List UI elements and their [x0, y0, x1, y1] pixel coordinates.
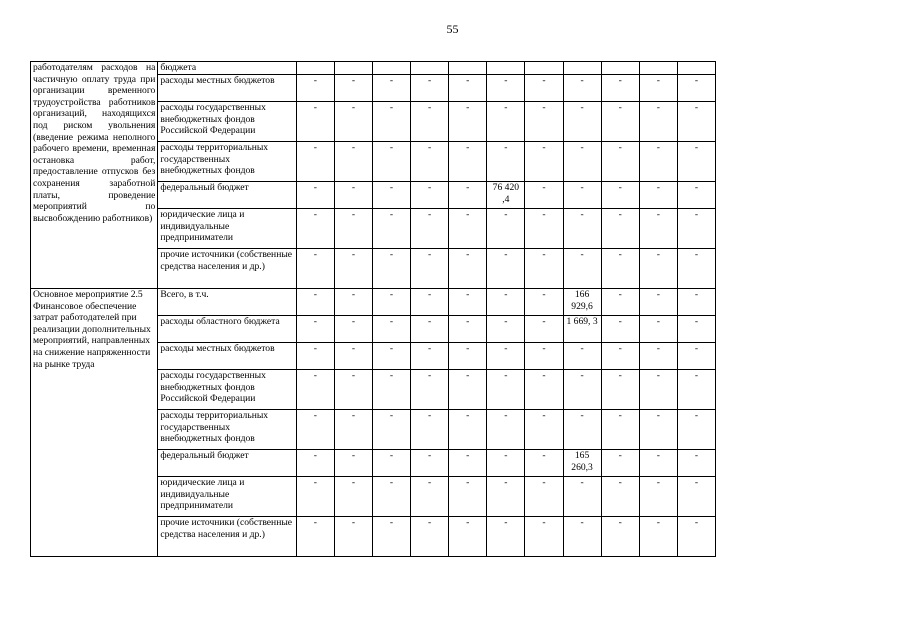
funding-source-cell: юридические лица и индивидуальные предприниматели [158, 477, 296, 517]
value-cell: - [334, 450, 372, 477]
funding-source-cell: федеральный бюджет [158, 182, 296, 209]
value-cell: - [639, 249, 677, 289]
value-cell: - [639, 289, 677, 316]
value-cell: - [563, 410, 601, 450]
value-cell: - [601, 517, 639, 557]
value-cell: - [639, 75, 677, 102]
value-cell: - [372, 249, 410, 289]
value-cell: - [487, 517, 525, 557]
value-cell: - [296, 209, 334, 249]
value-cell: - [677, 289, 715, 316]
value-cell: - [411, 316, 449, 343]
funding-source-cell: бюджета [158, 62, 296, 75]
value-cell: 166 929,6 [563, 289, 601, 316]
value-cell: - [449, 370, 487, 410]
value-cell: - [411, 182, 449, 209]
empty-cell [334, 62, 372, 75]
value-cell: - [525, 209, 563, 249]
value-cell: - [525, 142, 563, 182]
value-cell: - [601, 410, 639, 450]
value-cell: - [449, 182, 487, 209]
value-cell: - [601, 477, 639, 517]
value-cell: - [563, 249, 601, 289]
funding-source-cell: расходы государственных внебюджетных фондов Российской Федерации [158, 102, 296, 142]
value-cell: - [639, 410, 677, 450]
budget-table [30, 61, 716, 557]
value-cell: - [639, 343, 677, 370]
empty-cell [639, 62, 677, 75]
value-cell: - [487, 102, 525, 142]
value-cell: - [487, 75, 525, 102]
value-cell: - [296, 316, 334, 343]
value-cell: - [487, 289, 525, 316]
value-cell: - [639, 182, 677, 209]
value-cell: - [639, 316, 677, 343]
value-cell: - [296, 102, 334, 142]
measure-description-cell [31, 62, 158, 289]
value-cell: - [677, 182, 715, 209]
funding-source-cell: юридические лица и индивидуальные предприниматели [158, 209, 296, 249]
value-cell: - [487, 343, 525, 370]
empty-cell [487, 62, 525, 75]
value-cell: - [372, 75, 410, 102]
funding-source-cell: Всего, в т.ч. [158, 289, 296, 316]
value-cell: - [449, 102, 487, 142]
value-cell: - [296, 517, 334, 557]
funding-source-cell: прочие источники (собственные средства населения и др.) [158, 517, 296, 557]
value-cell: - [525, 370, 563, 410]
value-cell: - [601, 289, 639, 316]
value-cell: - [296, 477, 334, 517]
value-cell: - [334, 517, 372, 557]
value-cell: - [334, 142, 372, 182]
value-cell: - [334, 343, 372, 370]
value-cell: - [677, 249, 715, 289]
value-cell: - [372, 450, 410, 477]
value-cell: - [296, 450, 334, 477]
value-cell: - [296, 75, 334, 102]
value-cell: - [639, 142, 677, 182]
value-cell: - [296, 370, 334, 410]
empty-cell [677, 62, 715, 75]
value-cell: - [639, 209, 677, 249]
value-cell: - [411, 343, 449, 370]
funding-source-cell: прочие источники (собственные средства населения и др.) [158, 249, 296, 289]
value-cell: 76 420 ,4 [487, 182, 525, 209]
value-cell: - [677, 316, 715, 343]
value-cell: - [601, 209, 639, 249]
value-cell: - [677, 75, 715, 102]
value-cell: - [372, 410, 410, 450]
value-cell: - [563, 142, 601, 182]
empty-cell [296, 62, 334, 75]
value-cell: - [487, 142, 525, 182]
value-cell: - [411, 450, 449, 477]
value-cell: - [296, 142, 334, 182]
value-cell: - [677, 209, 715, 249]
empty-cell [525, 62, 563, 75]
value-cell: - [525, 289, 563, 316]
value-cell: - [372, 370, 410, 410]
value-cell: - [601, 450, 639, 477]
value-cell: - [449, 249, 487, 289]
value-cell: - [639, 450, 677, 477]
value-cell: - [372, 209, 410, 249]
value-cell: - [677, 410, 715, 450]
value-cell: - [411, 370, 449, 410]
value-cell: - [639, 102, 677, 142]
value-cell: - [449, 209, 487, 249]
value-cell: - [525, 517, 563, 557]
value-cell: - [677, 450, 715, 477]
value-cell: - [525, 102, 563, 142]
funding-source-cell: расходы территориальных государственных внебюджетных фондов [158, 142, 296, 182]
value-cell: - [601, 182, 639, 209]
value-cell: - [563, 370, 601, 410]
measure-description: Финансовое обеспечение затрат работодателей при реализации дополнительных мероприятий, направленных на снижение напряженности на рынке труда [33, 300, 151, 370]
empty-cell [563, 62, 601, 75]
table-row [31, 289, 716, 316]
value-cell: - [296, 289, 334, 316]
value-cell: - [487, 370, 525, 410]
table-row [31, 62, 716, 75]
value-cell: - [449, 75, 487, 102]
value-cell: - [563, 343, 601, 370]
value-cell: - [677, 477, 715, 517]
value-cell: - [372, 182, 410, 209]
value-cell: - [372, 477, 410, 517]
funding-source-cell: расходы местных бюджетов [158, 343, 296, 370]
value-cell: - [525, 249, 563, 289]
value-cell: - [525, 343, 563, 370]
value-cell: - [563, 517, 601, 557]
value-cell: - [677, 517, 715, 557]
value-cell: - [525, 410, 563, 450]
value-cell: - [677, 142, 715, 182]
value-cell: - [563, 209, 601, 249]
value-cell: - [449, 517, 487, 557]
measure-title: Основное мероприятие 2.5 [33, 289, 143, 300]
value-cell: - [601, 75, 639, 102]
value-cell: - [372, 316, 410, 343]
page-number: 55 [446, 22, 459, 36]
value-cell: - [411, 517, 449, 557]
value-cell: - [487, 410, 525, 450]
value-cell: - [677, 343, 715, 370]
funding-source-cell: расходы государственных внебюджетных фондов Российской Федерации [158, 370, 296, 410]
value-cell: - [334, 102, 372, 142]
value-cell: - [296, 343, 334, 370]
value-cell: - [372, 142, 410, 182]
value-cell: - [334, 316, 372, 343]
value-cell: - [372, 517, 410, 557]
funding-source-cell: расходы территориальных государственных внебюджетных фондов [158, 410, 296, 450]
value-cell: - [677, 370, 715, 410]
value-cell: - [372, 102, 410, 142]
value-cell: - [449, 477, 487, 517]
value-cell: - [601, 370, 639, 410]
value-cell: - [677, 102, 715, 142]
value-cell: - [449, 142, 487, 182]
value-cell: - [411, 142, 449, 182]
value-cell: - [525, 75, 563, 102]
value-cell: - [487, 249, 525, 289]
value-cell: - [372, 289, 410, 316]
empty-cell [411, 62, 449, 75]
value-cell: - [525, 316, 563, 343]
value-cell: - [334, 289, 372, 316]
value-cell: - [411, 75, 449, 102]
value-cell: - [334, 370, 372, 410]
measure-description-cell [31, 289, 158, 557]
empty-cell [372, 62, 410, 75]
value-cell: - [563, 182, 601, 209]
value-cell: - [487, 316, 525, 343]
value-cell: - [411, 289, 449, 316]
value-cell: - [296, 249, 334, 289]
value-cell: - [563, 75, 601, 102]
value-cell: - [487, 209, 525, 249]
value-cell: - [525, 182, 563, 209]
value-cell: - [411, 410, 449, 450]
empty-cell [449, 62, 487, 75]
value-cell: - [449, 410, 487, 450]
value-cell: - [411, 209, 449, 249]
funding-source-cell: федеральный бюджет [158, 450, 296, 477]
value-cell: - [334, 249, 372, 289]
value-cell: - [296, 410, 334, 450]
value-cell: - [296, 182, 334, 209]
value-cell: - [334, 75, 372, 102]
value-cell: - [334, 182, 372, 209]
value-cell: - [601, 316, 639, 343]
value-cell: - [639, 370, 677, 410]
value-cell: - [334, 410, 372, 450]
value-cell: - [563, 477, 601, 517]
value-cell: - [601, 102, 639, 142]
value-cell: - [411, 102, 449, 142]
value-cell: - [639, 517, 677, 557]
value-cell: - [525, 450, 563, 477]
funding-source-cell: расходы местных бюджетов [158, 75, 296, 102]
value-cell: - [411, 477, 449, 517]
funding-source-cell: расходы областного бюджета [158, 316, 296, 343]
value-cell: - [334, 209, 372, 249]
value-cell: - [563, 102, 601, 142]
value-cell: - [449, 316, 487, 343]
value-cell: - [601, 249, 639, 289]
value-cell: - [449, 343, 487, 370]
value-cell: - [411, 249, 449, 289]
value-cell: - [334, 477, 372, 517]
value-cell: 165 260,3 [563, 450, 601, 477]
value-cell: - [449, 450, 487, 477]
empty-cell [601, 62, 639, 75]
value-cell: - [601, 343, 639, 370]
measure-description: работодателям расходов на частичную оплату труда при организации временного трудоустройства работников организаций, находящихся под риском увольнения (введение режима неполного рабочего времени, временная остановка работ, предоставление отпусков без сохранения заработной платы, проведение мероприятий по высвобождению работников) [33, 62, 156, 224]
value-cell: 1 669, 3 [563, 316, 601, 343]
value-cell: - [487, 477, 525, 517]
value-cell: - [449, 289, 487, 316]
value-cell: - [601, 142, 639, 182]
value-cell: - [372, 343, 410, 370]
value-cell: - [639, 477, 677, 517]
value-cell: - [525, 477, 563, 517]
value-cell: - [487, 450, 525, 477]
